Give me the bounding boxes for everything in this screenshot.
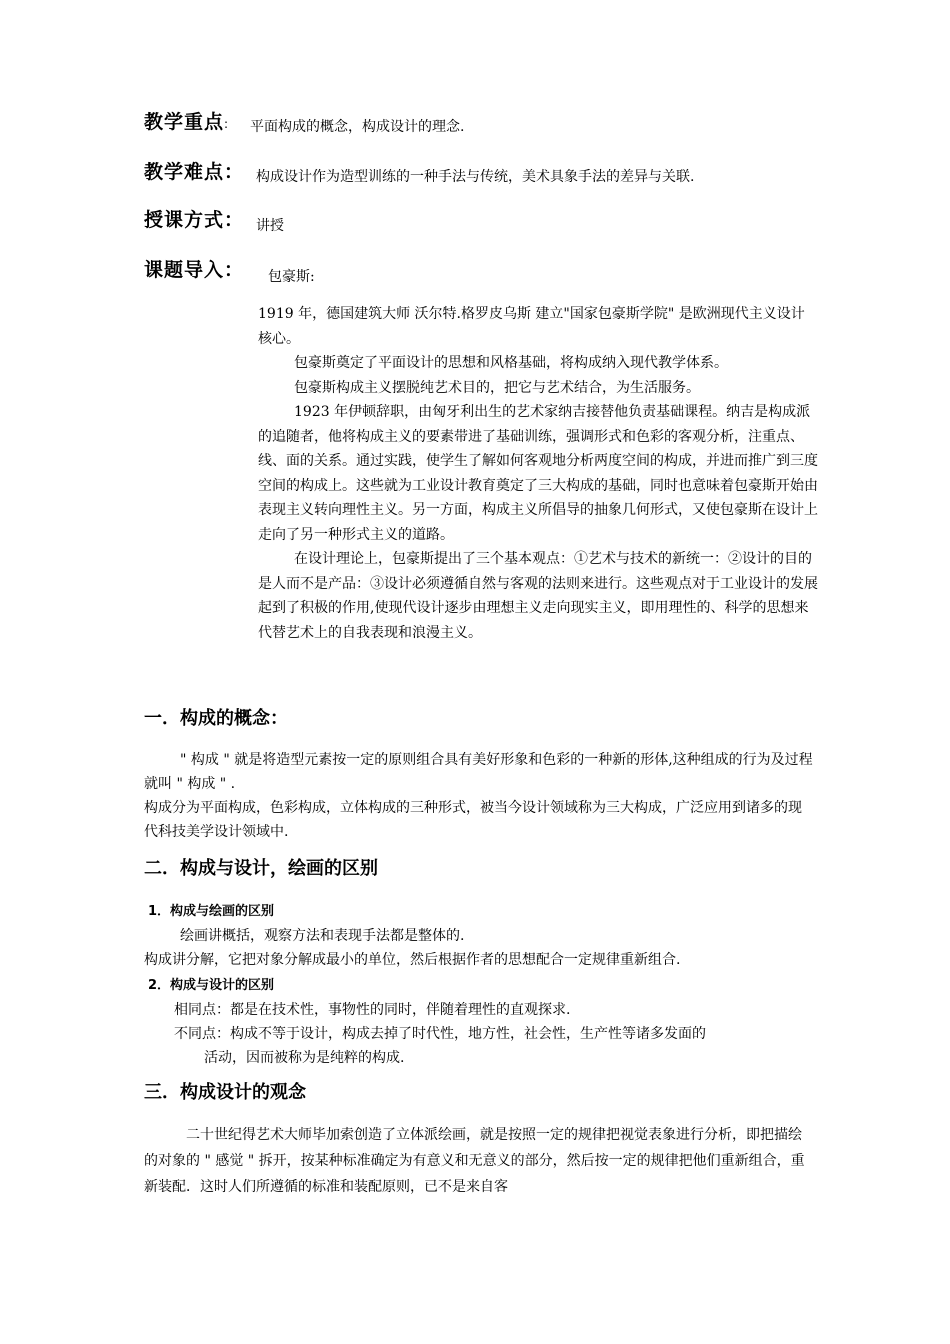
difficulty-value: 构成设计作为造型训练的一种手法与传统，美术具象手法的差异与关联. xyxy=(256,169,695,185)
intro-paragraph-5: 在设计理论上，包豪斯提出了三个基本观点：①艺术与技术的新统一：②设计的目的是人而不是产品：③设计必须遵循自然与客观的法则来进行。这些观点对于工业设计的发展起到了积极的作用,使现代设计逐步由理想主义走向现实主义，即用理性的、科学的思想来代替艺术上的自我表现和浪漫主义。 xyxy=(258,551,818,641)
section-3-paragraph-1: 二十世纪得艺术大师毕加索创造了立体派绘画，就是按照一定的规律把视觉表象进行分析，即把描绘的对象的 " 感觉 " 拆开，按某种标准确定为有意义和无意义的部分，然后按一定的规律把他们重新组合，重新装配．这时人们所遵循的标准和装配原则，已不是来自客 xyxy=(144,1127,805,1195)
section-1-paragraph-1: " 构成 " 就是将造型元素按一定的原则组合具有美好形象和色彩的一种新的形体,这种组成的行为及过程就叫 " 构成 " . xyxy=(144,752,813,792)
intro-block xyxy=(258,302,818,645)
subsection-1-paragraph-2: 构成讲分解，它把对象分解成最小的单位，然后根据作者的思想配合一定规律重新组合. xyxy=(144,952,681,968)
intro-label: 课题导入： xyxy=(144,259,245,281)
section-1-body xyxy=(144,748,814,844)
focus-value: 平面构成的概念，构成设计的理念. xyxy=(250,119,465,135)
subsection-2-paragraph-1: 相同点：都是在技术性，事物性的同时，伴随着理性的直观探求. xyxy=(174,1002,571,1018)
intro-paragraph-1: 1919 年，德国建筑大师 沃尔特.格罗皮乌斯 建立"国家包豪斯学院" 是欧洲现代主义设计核心。 xyxy=(258,306,805,347)
intro-paragraph-3: 包豪斯构成主义摆脱纯艺术目的，把它与艺术结合，为生活服务。 xyxy=(294,379,700,396)
intro-paragraph-4: 1923 年伊顿辞职，由匈牙利出生的艺术家纳吉接替他负责基础课程。纳吉是构成派的追随者，他将构成主义的要素带进了基础训练，强调形式和色彩的客观分析，注重点、线、面的关系。通过实践，使学生了解如何客观地分析两度空间的构成，并进而推广到三度空间的构成上。这些就为工业设计教育奠定了三大构成的基础，同时也意味着包豪斯开始由表现主义转向理性主义。另一方面，构成主义所倡导的抽象几何形式，又使包豪斯在设计上走向了另一种形式主义的道路。 xyxy=(258,404,818,543)
subsection-2-title: 2．构成与设计的区别 xyxy=(148,978,275,993)
section-3-body xyxy=(144,1122,814,1200)
focus-label: 教学重点: xyxy=(144,111,230,133)
method-value: 讲授 xyxy=(256,218,284,234)
subsection-2-paragraph-2-cont: 活动，因而被称为是纯粹的构成. xyxy=(204,1050,405,1066)
intro-paragraph-2: 包豪斯奠定了平面设计的思想和风格基础，将构成纳入现代教学体系。 xyxy=(294,355,728,371)
section-3-title: 三．构成设计的观念 xyxy=(144,1082,306,1103)
section-1-paragraph-2: 构成分为平面构成，色彩构成，立体构成的三种形式，被当今设计领域称为三大构成，广泛应用到诸多的现代科技美学设计领域中. xyxy=(144,800,802,840)
subsection-1-paragraph-1: 绘画讲概括，观察方法和表现手法都是整体的. xyxy=(180,928,465,944)
section-1-title: 一．构成的概念： xyxy=(144,708,288,729)
method-label: 授课方式： xyxy=(144,209,245,231)
difficulty-label: 教学难点： xyxy=(144,161,245,183)
subsection-2-paragraph-2: 不同点：构成不等于设计，构成去掉了时代性，地方性，社会性，生产性等诸多发面的 xyxy=(174,1026,706,1042)
section-2-title: 二．构成与设计，绘画的区别 xyxy=(144,858,378,879)
intro-value: 包豪斯: xyxy=(268,269,315,285)
subsection-1-title: 1．构成与绘画的区别 xyxy=(148,904,275,919)
